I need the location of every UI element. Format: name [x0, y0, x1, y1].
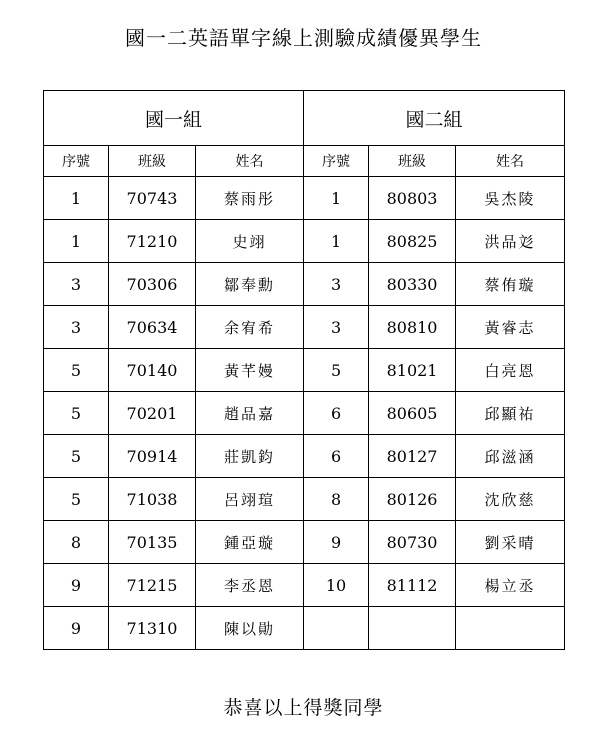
grade7-rank-cell: 3 — [44, 306, 109, 349]
grade7-class-cell: 70140 — [109, 349, 196, 392]
grade8-rank-cell: 1 — [304, 177, 369, 220]
grade8-rank-cell: 9 — [304, 521, 369, 564]
grade7-class-cell: 70743 — [109, 177, 196, 220]
congratulations-note: 恭喜以上得獎同學 — [223, 697, 384, 719]
grade8-rank-cell: 8 — [304, 478, 369, 521]
grade7-name-cell: 鍾亞璇 — [196, 521, 304, 564]
table-row — [44, 306, 565, 349]
column-header-class: 班級 — [109, 146, 196, 177]
grade8-name-cell: 邱顯祐 — [456, 392, 565, 435]
grade7-rank-cell: 9 — [44, 607, 109, 650]
table-row — [44, 435, 565, 478]
grade7-class-cell: 71210 — [109, 220, 196, 263]
grade8-rank-cell: 10 — [304, 564, 369, 607]
column-header-row — [44, 146, 565, 177]
grade8-class-cell: 80825 — [369, 220, 456, 263]
grade7-name-cell: 鄒奉勳 — [196, 263, 304, 306]
grade7-rank-cell: 5 — [44, 349, 109, 392]
grade8-name-cell: 黃睿志 — [456, 306, 565, 349]
grade8-class-cell — [369, 607, 456, 650]
grade8-name-cell: 洪品彣 — [456, 220, 565, 263]
table-row — [44, 220, 565, 263]
grade7-name-cell: 蔡雨彤 — [196, 177, 304, 220]
grade8-class-cell: 80605 — [369, 392, 456, 435]
grade8-name-cell: 沈欣慈 — [456, 478, 565, 521]
grade7-class-cell: 70201 — [109, 392, 196, 435]
grade7-name-cell: 史翊 — [196, 220, 304, 263]
grade7-rank-cell: 3 — [44, 263, 109, 306]
grade7-name-cell: 莊凱鈞 — [196, 435, 304, 478]
table-row — [44, 392, 565, 435]
grade8-rank-cell: 6 — [304, 435, 369, 478]
grade8-class-cell: 81112 — [369, 564, 456, 607]
table-row — [44, 564, 565, 607]
grade8-name-cell: 蔡侑璇 — [456, 263, 565, 306]
grade8-rank-cell: 6 — [304, 392, 369, 435]
results-table — [43, 90, 565, 650]
grade8-rank-cell: 3 — [304, 263, 369, 306]
grade8-class-cell: 80127 — [369, 435, 456, 478]
grade7-rank-cell: 8 — [44, 521, 109, 564]
grade8-class-cell: 80330 — [369, 263, 456, 306]
grade7-rank-cell: 5 — [44, 435, 109, 478]
column-header-name: 姓名 — [456, 146, 565, 177]
grade7-class-cell: 71310 — [109, 607, 196, 650]
grade8-rank-cell: 5 — [304, 349, 369, 392]
grade7-rank-cell: 1 — [44, 177, 109, 220]
group-header-row — [44, 91, 565, 146]
grade7-class-cell: 70306 — [109, 263, 196, 306]
grade7-class-cell: 70914 — [109, 435, 196, 478]
grade8-name-cell: 楊立丞 — [456, 564, 565, 607]
grade7-name-cell: 趙品嘉 — [196, 392, 304, 435]
grade8-name-cell: 白亮恩 — [456, 349, 565, 392]
grade7-name-cell: 余宥希 — [196, 306, 304, 349]
grade7-rank-cell: 5 — [44, 478, 109, 521]
column-header-rank: 序號 — [304, 146, 369, 177]
grade8-class-cell: 80126 — [369, 478, 456, 521]
grade7-class-cell: 71215 — [109, 564, 196, 607]
page-title: 國一二英語單字線上測驗成績優異學生 — [125, 26, 482, 50]
table-row — [44, 177, 565, 220]
grade8-class-cell: 80730 — [369, 521, 456, 564]
column-header-rank: 序號 — [44, 146, 109, 177]
grade8-class-cell: 80803 — [369, 177, 456, 220]
column-header-class: 班級 — [369, 146, 456, 177]
grade7-name-cell: 陳以勛 — [196, 607, 304, 650]
grade8-name-cell: 吳杰陵 — [456, 177, 565, 220]
grade8-class-cell: 80810 — [369, 306, 456, 349]
grade7-class-cell: 71038 — [109, 478, 196, 521]
grade7-name-cell: 呂翊瑄 — [196, 478, 304, 521]
grade7-class-cell: 70634 — [109, 306, 196, 349]
grade7-name-cell: 黃芊嫚 — [196, 349, 304, 392]
grade7-name-cell: 李丞恩 — [196, 564, 304, 607]
table-row — [44, 521, 565, 564]
table-row — [44, 607, 565, 650]
grade7-rank-cell: 1 — [44, 220, 109, 263]
table-row — [44, 478, 565, 521]
table-row — [44, 349, 565, 392]
grade8-rank-cell: 1 — [304, 220, 369, 263]
grade8-name-cell — [456, 607, 565, 650]
grade8-name-cell: 劉采晴 — [456, 521, 565, 564]
grade8-name-cell: 邱滋涵 — [456, 435, 565, 478]
grade8-class-cell: 81021 — [369, 349, 456, 392]
group-header-grade7: 國一組 — [44, 91, 304, 146]
grade7-rank-cell: 9 — [44, 564, 109, 607]
group-header-grade8: 國二組 — [304, 91, 565, 146]
table-row — [44, 263, 565, 306]
grade8-rank-cell: 3 — [304, 306, 369, 349]
column-header-name: 姓名 — [196, 146, 304, 177]
grade8-rank-cell — [304, 607, 369, 650]
grade7-rank-cell: 5 — [44, 392, 109, 435]
grade7-class-cell: 70135 — [109, 521, 196, 564]
